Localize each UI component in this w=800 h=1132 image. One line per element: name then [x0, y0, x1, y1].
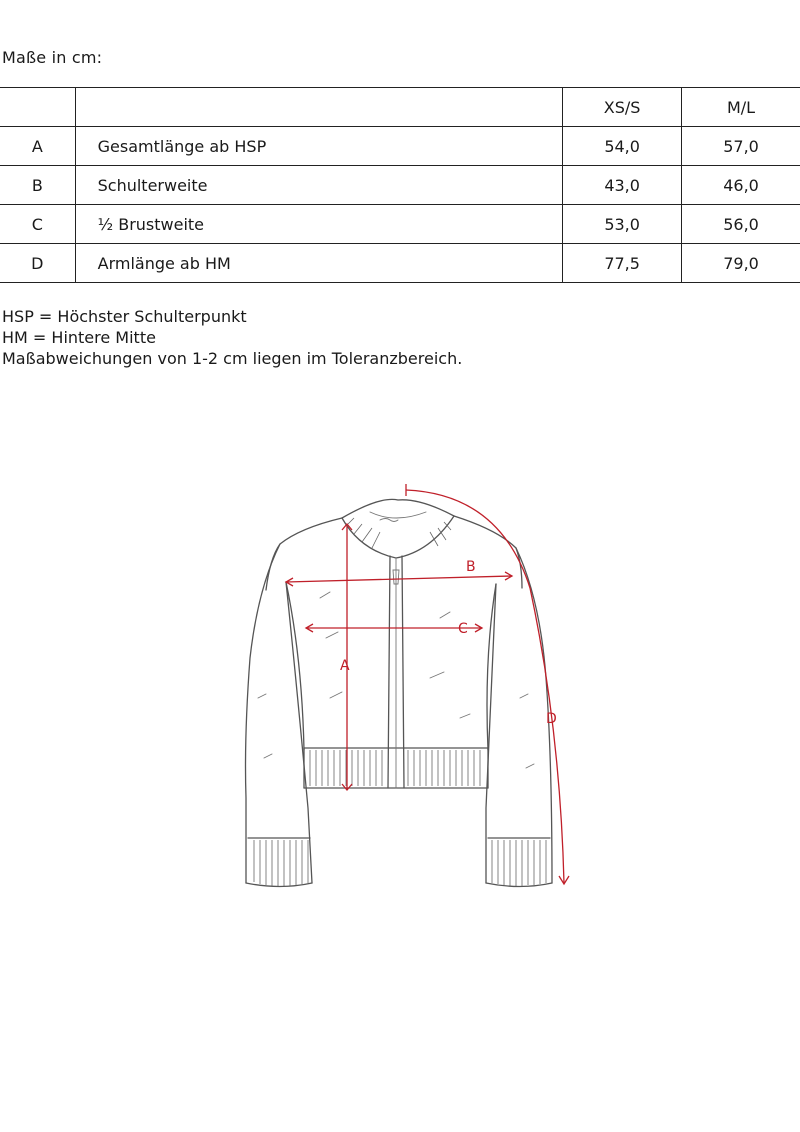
note-tolerance: Maßabweichungen von 1-2 cm liegen im Toleranzbereich. — [2, 349, 463, 368]
row-xs-s-value: 43,0 — [563, 166, 682, 205]
measurements-heading: Maße in cm: — [2, 48, 103, 67]
marker-b-label: B — [466, 559, 476, 575]
header-m-l: M/L — [682, 88, 800, 127]
header-xs-s: XS/S — [563, 88, 682, 127]
header-label-cell — [75, 88, 563, 127]
row-m-l-value: 79,0 — [682, 244, 800, 283]
row-m-l-value: 46,0 — [682, 166, 800, 205]
row-label: Gesamtlänge ab HSP — [75, 127, 563, 166]
notes — [2, 306, 462, 369]
body-outline — [266, 516, 522, 788]
row-xs-s-value: 54,0 — [563, 127, 682, 166]
marker-d-label: D — [546, 711, 557, 727]
collar — [342, 499, 454, 558]
marker-c-label: C — [458, 621, 468, 637]
jacket-measurement-drawing — [230, 478, 590, 898]
table-row — [0, 166, 800, 205]
table-row — [0, 205, 800, 244]
note-hm: HM = Hintere Mitte — [2, 328, 156, 347]
table-row — [0, 127, 800, 166]
row-m-l-value: 57,0 — [682, 127, 800, 166]
row-code: C — [0, 205, 75, 244]
right-sleeve — [486, 548, 552, 887]
row-xs-s-value: 77,5 — [563, 244, 682, 283]
size-table — [0, 87, 800, 283]
marker-a-label: A — [340, 658, 350, 674]
row-label: Armlänge ab HM — [75, 244, 563, 283]
jacket-sketch — [230, 478, 590, 898]
row-label: Schulterweite — [75, 166, 563, 205]
label-tag — [380, 519, 398, 522]
note-hsp: HSP = Höchster Schulterpunkt — [2, 307, 247, 326]
row-xs-s-value: 53,0 — [563, 205, 682, 244]
table-header-row — [0, 88, 800, 127]
left-sleeve — [246, 544, 313, 887]
table-row — [0, 244, 800, 283]
row-code: B — [0, 166, 75, 205]
row-code: D — [0, 244, 75, 283]
header-code-cell — [0, 88, 75, 127]
row-label: ½ Brustweite — [75, 205, 563, 244]
row-code: A — [0, 127, 75, 166]
row-m-l-value: 56,0 — [682, 205, 800, 244]
